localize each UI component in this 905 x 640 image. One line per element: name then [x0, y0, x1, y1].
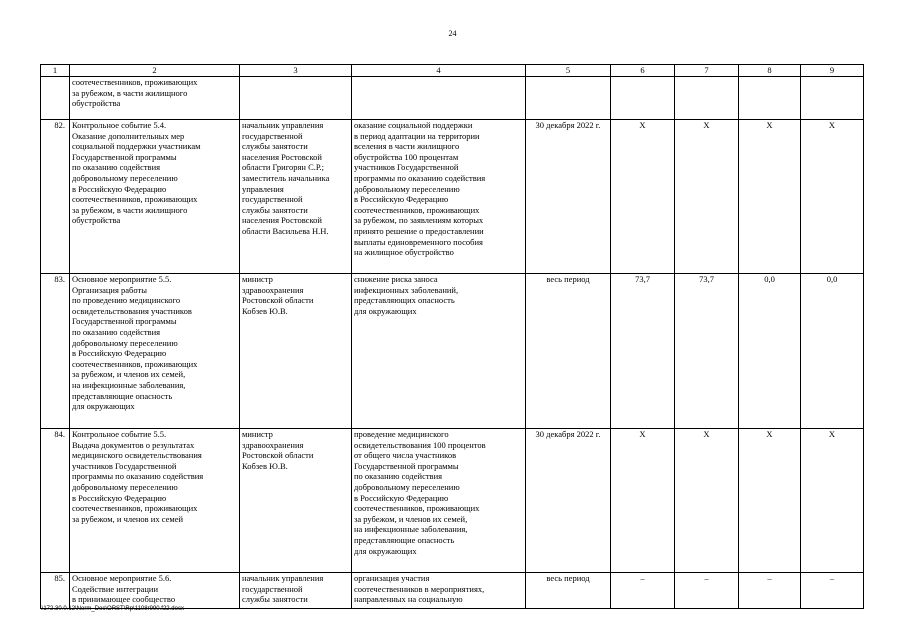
row-value-8: – [739, 573, 801, 609]
row-term: 30 декабря 2022 г. [526, 429, 611, 573]
table-row [41, 429, 864, 573]
row-value-8: Х [739, 429, 801, 573]
row-value-7: – [675, 573, 739, 609]
row-value-9: – [801, 573, 864, 609]
row-value-8: 0,0 [739, 274, 801, 429]
row-result [352, 77, 526, 120]
row-number [41, 77, 70, 120]
row-value-8 [739, 77, 801, 120]
row-result: проведение медицинского освидетельствования 100 процентов от общего числа участников Государственной программы по оказанию содействия добровольному переселению в Российскую Федерацию соотечественников, проживающих за рубежом, и членов их семей, на инфекционные заболевания, представляющие опасность для окружающих [352, 429, 526, 573]
row-number: 83. [41, 274, 70, 429]
page-number: 24 [448, 29, 457, 38]
row-responsible: начальник управления государственной службы занятости [240, 573, 352, 609]
row-term: 30 декабря 2022 г. [526, 120, 611, 274]
header-cell: 2 [70, 65, 240, 77]
row-name: Контрольное событие 5.5. Выдача документов о результатах медицинского освидетельствования участников Государственной программы по оказанию содействия добровольному переселению в Российскую Федерацию соотечественников, проживающих за рубежом, и членов их семей [70, 429, 240, 573]
row-value-7: Х [675, 120, 739, 274]
row-result: организация участия соотечественников в мероприятиях, направленных на социальную [352, 573, 526, 609]
row-value-6: – [611, 573, 675, 609]
row-number: 82. [41, 120, 70, 274]
row-value-7: 73,7 [675, 274, 739, 429]
row-responsible [240, 77, 352, 120]
row-value-6: 73,7 [611, 274, 675, 429]
header-cell: 8 [739, 65, 801, 77]
row-result: снижение риска заноса инфекционных заболеваний, представляющих опасность для окружающих [352, 274, 526, 429]
program-table [40, 64, 864, 609]
row-name: Контрольное событие 5.4. Оказание дополнительных мер социальной поддержки участникам Государственной программы по оказанию содействия добровольному переселению в Российскую Федерацию соотечественников, проживающих за рубежом, в части жилищного обустройства [70, 120, 240, 274]
row-value-8: Х [739, 120, 801, 274]
header-cell: 9 [801, 65, 864, 77]
header-cell: 6 [611, 65, 675, 77]
row-value-9: Х [801, 429, 864, 573]
row-number: 84. [41, 429, 70, 573]
table-row [41, 573, 864, 609]
header-cell: 5 [526, 65, 611, 77]
row-number: 85. [41, 573, 70, 609]
row-value-7: Х [675, 429, 739, 573]
header-cell: 4 [352, 65, 526, 77]
row-name: Основное мероприятие 5.6. Содействие интеграции в принимающее сообщество [70, 573, 240, 609]
table-row [41, 274, 864, 429]
row-value-9 [801, 77, 864, 120]
row-value-6: Х [611, 429, 675, 573]
header-cell: 1 [41, 65, 70, 77]
row-value-6: Х [611, 120, 675, 274]
header-cell: 3 [240, 65, 352, 77]
header-cell: 7 [675, 65, 739, 77]
row-result: оказание социальной поддержки в период адаптации на территории вселения в части жилищного обустройства 100 процентам участников Государственной программы по оказанию содействия добровольному переселению в Российскую Федерацию соотечественников, проживающих за рубежом, по заявлениям которых принято решение о предоставлении выплаты единовременного пособия на жилищное обустройство [352, 120, 526, 274]
document-path: \\172.30.0.12\Norm_Doc\ORST\Rp\1108r990.f22.docx [40, 606, 184, 612]
row-value-9: 0,0 [801, 274, 864, 429]
header-row [41, 65, 864, 77]
row-term [526, 77, 611, 120]
row-responsible: министр здравоохранения Ростовской области Кобзев Ю.В. [240, 274, 352, 429]
table-row [41, 120, 864, 274]
row-value-7 [675, 77, 739, 120]
table-row [41, 77, 864, 120]
row-name: соотечественников, проживающих за рубежом, в части жилищного обустройства [70, 77, 240, 120]
row-term: весь период [526, 573, 611, 609]
row-responsible: начальник управления государственной службы занятости населения Ростовской области Григорян С.Р.; заместитель начальника управления государственной службы занятости населения Ростовской области Васильева Н.Н. [240, 120, 352, 274]
row-name: Основное мероприятие 5.5. Организация работы по проведению медицинского освидетельствования участников Государственной программы по оказанию содействия добровольному переселению в Российскую Федерацию соотечественников, проживающих за рубежом, и членов их семей, на инфекционные заболевания, представляющие опасность для окружающих [70, 274, 240, 429]
row-term: весь период [526, 274, 611, 429]
row-value-6 [611, 77, 675, 120]
row-responsible: министр здравоохранения Ростовской области Кобзев Ю.В. [240, 429, 352, 573]
row-value-9: Х [801, 120, 864, 274]
